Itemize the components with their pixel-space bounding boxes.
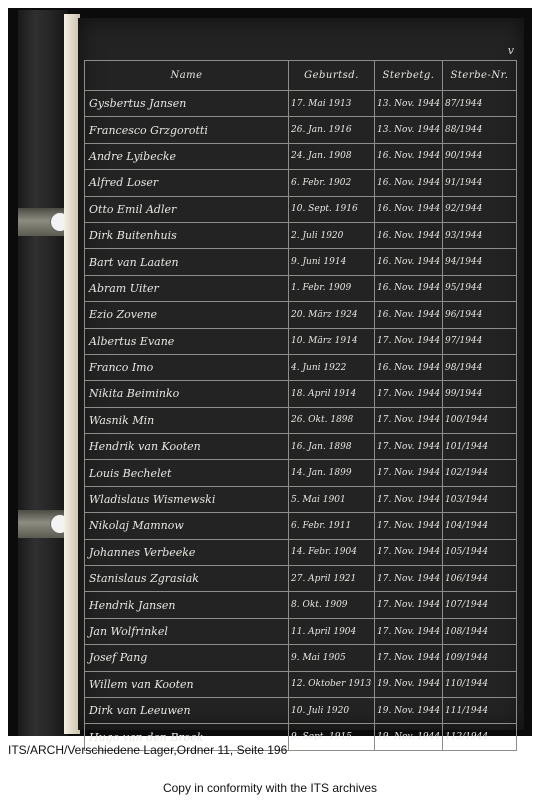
cell-name: Nikita Beiminko bbox=[85, 381, 289, 407]
cell-number: 110/1944 bbox=[443, 671, 517, 697]
register-row bbox=[85, 143, 517, 169]
cell-born: 24. Jan. 1908 bbox=[289, 143, 375, 169]
cell-died: 17. Nov. 1944 bbox=[375, 592, 443, 618]
cell-died: 17. Nov. 1944 bbox=[375, 618, 443, 644]
cell-number: 93/1944 bbox=[443, 222, 517, 248]
cell-died: 17. Nov. 1944 bbox=[375, 434, 443, 460]
register-row bbox=[85, 486, 517, 512]
cell-name: Dirk van Leeuwen bbox=[85, 697, 289, 723]
cell-number: 91/1944 bbox=[443, 170, 517, 196]
cell-died: 16. Nov. 1944 bbox=[375, 170, 443, 196]
cell-born: 6. Febr. 1911 bbox=[289, 513, 375, 539]
cell-died: 16. Nov. 1944 bbox=[375, 196, 443, 222]
cell-name: Josef Pang bbox=[85, 645, 289, 671]
cell-name: Nikolaj Mamnow bbox=[85, 513, 289, 539]
cell-died: 17. Nov. 1944 bbox=[375, 460, 443, 486]
cell-number: 90/1944 bbox=[443, 143, 517, 169]
cell-name: Jan Wolfrinkel bbox=[85, 618, 289, 644]
cell-born: 18. April 1914 bbox=[289, 381, 375, 407]
register-row bbox=[85, 117, 517, 143]
cell-died: 17. Nov. 1944 bbox=[375, 486, 443, 512]
cell-number: 98/1944 bbox=[443, 354, 517, 380]
cell-born: 10. Juli 1920 bbox=[289, 697, 375, 723]
cell-name: Gysbertus Jansen bbox=[85, 91, 289, 117]
cell-name: Franco Imo bbox=[85, 354, 289, 380]
cell-died: 13. Nov. 1944 bbox=[375, 91, 443, 117]
register-row bbox=[85, 222, 517, 248]
register-row bbox=[85, 275, 517, 301]
archive-footer: Copy in conformity with the ITS archives bbox=[162, 781, 378, 795]
register-table bbox=[84, 60, 517, 751]
cell-died: 16. Nov. 1944 bbox=[375, 302, 443, 328]
register-row bbox=[85, 618, 517, 644]
cell-born: 26. Jan. 1916 bbox=[289, 117, 375, 143]
cell-number: 101/1944 bbox=[443, 434, 517, 460]
cell-born: 11. April 1904 bbox=[289, 618, 375, 644]
cell-died: 19. Nov. 1944 bbox=[375, 724, 443, 750]
cell-number: 109/1944 bbox=[443, 645, 517, 671]
cell-number: 111/1944 bbox=[443, 697, 517, 723]
cell-born: 16. Jan. 1898 bbox=[289, 434, 375, 460]
cell-name: Abram Uiter bbox=[85, 275, 289, 301]
cell-number: 94/1944 bbox=[443, 249, 517, 275]
register-row bbox=[85, 645, 517, 671]
cell-number: 105/1944 bbox=[443, 539, 517, 565]
cell-number: 99/1944 bbox=[443, 381, 517, 407]
cell-died: 16. Nov. 1944 bbox=[375, 222, 443, 248]
cell-name: Albertus Evane bbox=[85, 328, 289, 354]
register-row bbox=[85, 354, 517, 380]
cell-name: Johannes Verbeeke bbox=[85, 539, 289, 565]
cell-born: 9. Sept. 1915 bbox=[289, 724, 375, 750]
cell-number: 108/1944 bbox=[443, 618, 517, 644]
cell-number: 97/1944 bbox=[443, 328, 517, 354]
binder-spine bbox=[18, 10, 68, 736]
cell-born: 5. Mai 1901 bbox=[289, 486, 375, 512]
cell-born: 10. März 1914 bbox=[289, 328, 375, 354]
cell-name: Hugo van den Broek bbox=[85, 724, 289, 750]
column-header-born: Geburtsd. bbox=[289, 61, 375, 91]
cell-name: Hendrik Jansen bbox=[85, 592, 289, 618]
register-row bbox=[85, 302, 517, 328]
cell-born: 17. Mai 1913 bbox=[289, 91, 375, 117]
cell-name: Andre Lyibecke bbox=[85, 143, 289, 169]
cell-born: 26. Okt. 1898 bbox=[289, 407, 375, 433]
register-row bbox=[85, 460, 517, 486]
cell-died: 16. Nov. 1944 bbox=[375, 143, 443, 169]
cell-name: Ezio Zovene bbox=[85, 302, 289, 328]
register-body bbox=[85, 91, 517, 751]
cell-died: 13. Nov. 1944 bbox=[375, 117, 443, 143]
cell-number: 107/1944 bbox=[443, 592, 517, 618]
corner-mark: v bbox=[507, 44, 514, 57]
register-row bbox=[85, 170, 517, 196]
cell-number: 103/1944 bbox=[443, 486, 517, 512]
cell-died: 17. Nov. 1944 bbox=[375, 513, 443, 539]
register-row bbox=[85, 328, 517, 354]
register-sheet bbox=[78, 18, 524, 744]
cell-number: 95/1944 bbox=[443, 275, 517, 301]
cell-born: 14. Febr. 1904 bbox=[289, 539, 375, 565]
cell-died: 17. Nov. 1944 bbox=[375, 645, 443, 671]
register-header-row bbox=[85, 61, 517, 91]
cell-name: Hendrik van Kooten bbox=[85, 434, 289, 460]
cell-name: Louis Bechelet bbox=[85, 460, 289, 486]
cell-born: 27. April 1921 bbox=[289, 566, 375, 592]
cell-number: 104/1944 bbox=[443, 513, 517, 539]
cell-name: Dirk Buitenhuis bbox=[85, 222, 289, 248]
cell-name: Willem van Kooten bbox=[85, 671, 289, 697]
cell-number: 106/1944 bbox=[443, 566, 517, 592]
cell-born: 1. Febr. 1909 bbox=[289, 275, 375, 301]
cell-number: 92/1944 bbox=[443, 196, 517, 222]
cell-died: 17. Nov. 1944 bbox=[375, 407, 443, 433]
cell-died: 16. Nov. 1944 bbox=[375, 354, 443, 380]
register-row bbox=[85, 697, 517, 723]
cell-born: 6. Febr. 1902 bbox=[289, 170, 375, 196]
cell-died: 16. Nov. 1944 bbox=[375, 275, 443, 301]
cell-died: 19. Nov. 1944 bbox=[375, 671, 443, 697]
column-header-number: Sterbe-Nr. bbox=[443, 61, 517, 91]
cell-born: 4. Juni 1922 bbox=[289, 354, 375, 380]
cell-died: 17. Nov. 1944 bbox=[375, 328, 443, 354]
cell-born: 8. Okt. 1909 bbox=[289, 592, 375, 618]
register-row bbox=[85, 196, 517, 222]
cell-name: Stanislaus Zgrasiak bbox=[85, 566, 289, 592]
cell-born: 12. Oktober 1913 bbox=[289, 671, 375, 697]
cell-born: 2. Juli 1920 bbox=[289, 222, 375, 248]
register-row bbox=[85, 381, 517, 407]
cell-number: 102/1944 bbox=[443, 460, 517, 486]
cell-name: Wladislaus Wismewski bbox=[85, 486, 289, 512]
cell-born: 10. Sept. 1916 bbox=[289, 196, 375, 222]
cell-name: Francesco Grzgorotti bbox=[85, 117, 289, 143]
cell-name: Bart van Laaten bbox=[85, 249, 289, 275]
cell-number: 112/1944 bbox=[443, 724, 517, 750]
cell-number: 87/1944 bbox=[443, 91, 517, 117]
cell-born: 20. März 1924 bbox=[289, 302, 375, 328]
cell-died: 17. Nov. 1944 bbox=[375, 381, 443, 407]
cell-born: 9. Mai 1905 bbox=[289, 645, 375, 671]
register-row bbox=[85, 91, 517, 117]
cell-number: 96/1944 bbox=[443, 302, 517, 328]
cell-name: Otto Emil Adler bbox=[85, 196, 289, 222]
cell-died: 17. Nov. 1944 bbox=[375, 566, 443, 592]
register-row bbox=[85, 513, 517, 539]
register-row bbox=[85, 539, 517, 565]
cell-name: Alfred Loser bbox=[85, 170, 289, 196]
source-reference: ITS/ARCH/Verschiedene Lager,Ordner 11, Seite 196 bbox=[8, 743, 288, 757]
cell-born: 14. Jan. 1899 bbox=[289, 460, 375, 486]
column-header-died: Sterbetg. bbox=[375, 61, 443, 91]
cell-born: 9. Juni 1914 bbox=[289, 249, 375, 275]
cell-number: 88/1944 bbox=[443, 117, 517, 143]
register-row bbox=[85, 671, 517, 697]
register-row bbox=[85, 249, 517, 275]
column-header-name: Name bbox=[85, 61, 289, 91]
register-row bbox=[85, 566, 517, 592]
cell-name: Wasnik Min bbox=[85, 407, 289, 433]
cell-died: 16. Nov. 1944 bbox=[375, 249, 443, 275]
register-row bbox=[85, 407, 517, 433]
cell-number: 100/1944 bbox=[443, 407, 517, 433]
cell-died: 19. Nov. 1944 bbox=[375, 697, 443, 723]
cell-died: 17. Nov. 1944 bbox=[375, 539, 443, 565]
register-row bbox=[85, 592, 517, 618]
register-row bbox=[85, 434, 517, 460]
